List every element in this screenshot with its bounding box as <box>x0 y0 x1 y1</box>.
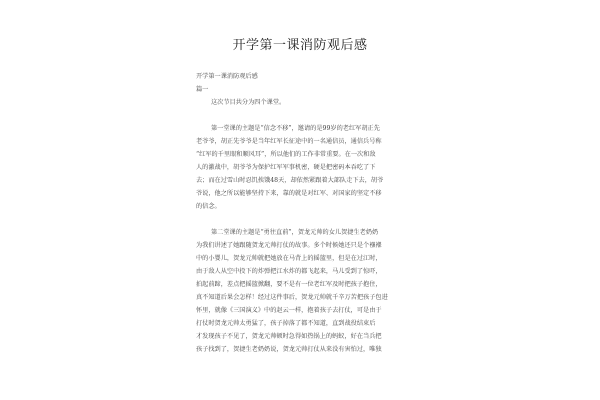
document-body <box>196 70 412 356</box>
intro-line: 这次节目共分为四个课堂。 <box>211 99 286 106</box>
paragraph-line: 的信念。 <box>196 203 221 210</box>
paragraph-line: 为我们讲述了她跟随贺龙元帅打仗的故事。多个时候她还只是个襁褓 <box>196 242 382 249</box>
section-heading: 篇一 <box>196 86 209 93</box>
paragraph-line: 爷说，他之所以能够坚持下来，靠的就是对红军、对国家的坚定不移 <box>196 190 382 197</box>
paragraph-line: 才发现孩子不见了，贺龙元帅顿时急得如热锅上的蚂蚁，好在当兵把 <box>196 333 382 340</box>
paragraph-line: 第二堂课的主题是“勇往直前”，贺龙元帅的女儿贺捷生老奶奶 <box>211 229 379 236</box>
paragraph-2 <box>196 226 412 356</box>
paragraph-line: 真不知道后果会怎样！经过这件事后，贺龙元帅就千辛万苦把孩子包进 <box>196 294 388 301</box>
page-title: 开学第一课消防观后感 <box>232 38 368 53</box>
paragraph-line: 拍起前蹄，差点把摇篮掀翻，要不是有一位老红军及时把孩子抱住， <box>196 281 382 288</box>
paragraph-line: “红军的千里眼和顺风耳”，所以他们的工作非常重要。在一次和敌 <box>196 151 376 158</box>
paragraph-1 <box>196 122 412 213</box>
paragraph-line: 中的小婴儿，贺龙元帅就把她放在马背上的摇篮里，但是在过江时， <box>196 255 382 262</box>
document-subtitle: 开学第一课消防观后感 <box>196 73 258 80</box>
paragraph-line: 孩子找到了，贺捷生老奶奶说，贺龙元帅打仗从来没有害怕过，唯独 <box>196 346 382 353</box>
paragraph-line: 打仗时贺龙元帅太勇猛了，孩子掉落了都不知道，直到战役结束后 <box>196 320 376 327</box>
paragraph-line: 人的激战中，胡爷爷为保护红军军事机密，硬是把密码本吞吃了下 <box>196 164 376 171</box>
paragraph-line: 第一堂课的主题是“信念不移”，邀请的是99岁的老红军胡正先 <box>211 125 380 132</box>
paragraph-line: 由于敌人从空中投下的炸弹把江水炸的都飞起来，马儿受到了惊吓， <box>196 268 382 275</box>
paragraph-line: 怀里，就像《三国演义》中的赵云一样，抱着孩子去打仗，可是由于 <box>196 307 382 314</box>
paragraph-line: 去；而在过雪山时忍饥挨饿48天，却依然紧跟着大部队走下去，胡爷 <box>196 177 384 184</box>
paragraph-line: 老爷爷，胡正先爷爷是当年红军长征途中的一名通信员，通信兵号称 <box>196 138 382 145</box>
